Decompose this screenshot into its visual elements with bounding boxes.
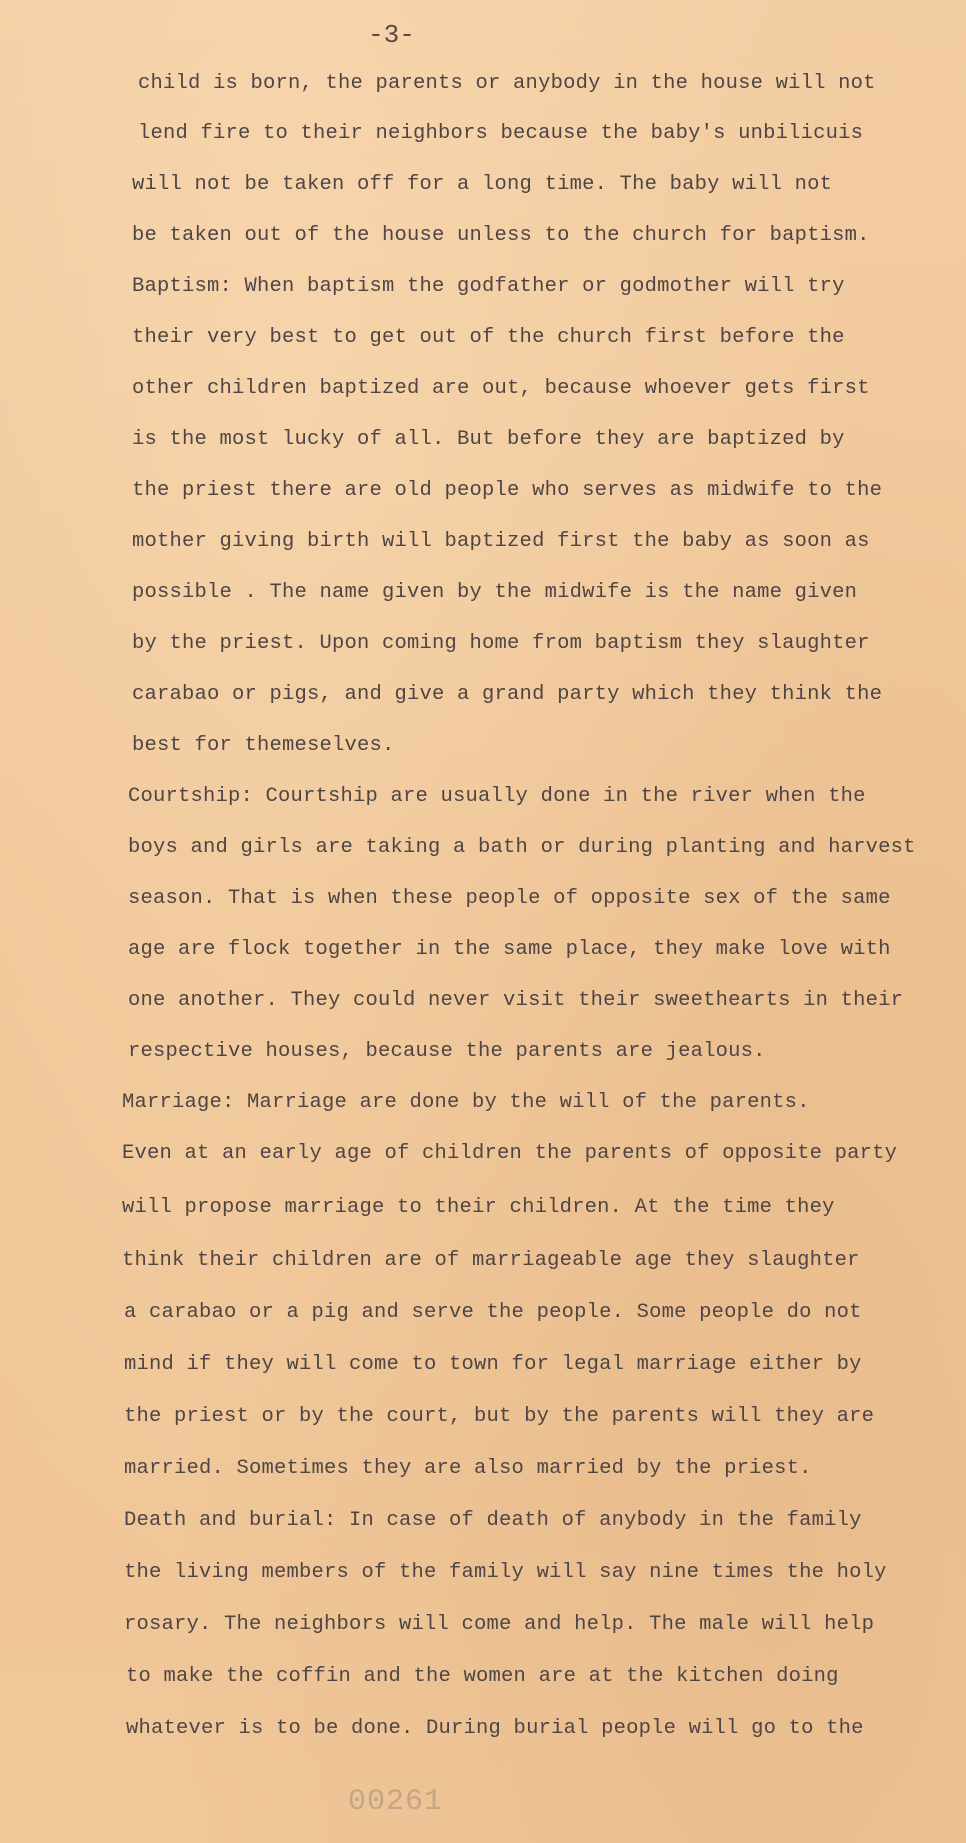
text-line-27: the priest or by the court, but by the parents will they are — [124, 1405, 875, 1428]
text-line-8: is the most lucky of all. But before they are baptized by — [132, 428, 845, 451]
text-line-13: carabao or pigs, and give a grand party which they think the — [132, 683, 883, 706]
text-line-10: mother giving birth will baptized first the baby as soon as — [132, 530, 870, 553]
text-line-18: age are flock together in the same place, they make love with — [128, 938, 891, 961]
text-line-17: season. That is when these people of opposite sex of the same — [128, 887, 891, 910]
text-line-21: Marriage: Marriage are done by the will of the parents. — [122, 1091, 810, 1114]
text-line-9: the priest there are old people who serves as midwife to the — [132, 479, 883, 502]
text-line-4: be taken out of the house unless to the church for baptism. — [132, 224, 870, 247]
text-line-15: Courtship: Courtship are usually done in the river when the — [128, 785, 866, 808]
text-line-31: rosary. The neighbors will come and help. The male will help — [124, 1613, 875, 1636]
text-line-25: a carabao or a pig and serve the people. Some people do not — [124, 1301, 862, 1324]
text-line-30: the living members of the family will say nine times the holy — [124, 1561, 887, 1584]
text-line-28: married. Sometimes they are also married by the priest. — [124, 1457, 812, 1480]
archive-stamp-number: 00261 — [348, 1785, 444, 1819]
text-line-14: best for themeselves. — [132, 734, 395, 757]
text-line-11: possible . The name given by the midwife is the name given — [132, 581, 858, 604]
text-line-29: Death and burial: In case of death of anybody in the family — [124, 1509, 862, 1532]
text-line-16: boys and girls are taking a bath or during planting and harvest — [128, 836, 916, 859]
text-line-24: think their children are of marriageable age they slaughter — [122, 1249, 860, 1272]
text-line-32: to make the coffin and the women are at the kitchen doing — [126, 1665, 839, 1688]
text-line-3: will not be taken off for a long time. The baby will not — [132, 173, 833, 196]
text-line-19: one another. They could never visit their sweethearts in their — [128, 989, 904, 1012]
page-number: -3- — [368, 20, 415, 50]
text-line-2: lend fire to their neighbors because the baby's unbilicuis — [138, 122, 864, 145]
text-line-20: respective houses, because the parents are jealous. — [128, 1040, 766, 1063]
text-line-22: Even at an early age of children the parents of opposite party — [122, 1142, 898, 1165]
text-line-26: mind if they will come to town for legal marriage either by — [124, 1353, 862, 1376]
text-line-33: whatever is to be done. During burial people will go to the — [126, 1717, 864, 1740]
text-line-5: Baptism: When baptism the godfather or godmother will try — [132, 275, 845, 298]
text-line-6: their very best to get out of the church first before the — [132, 326, 845, 349]
text-line-23: will propose marriage to their children. At the time they — [122, 1196, 835, 1219]
text-line-1: child is born, the parents or anybody in the house will not — [138, 72, 876, 95]
text-line-12: by the priest. Upon coming home from baptism they slaughter — [132, 632, 870, 655]
text-line-7: other children baptized are out, because whoever gets first — [132, 377, 870, 400]
